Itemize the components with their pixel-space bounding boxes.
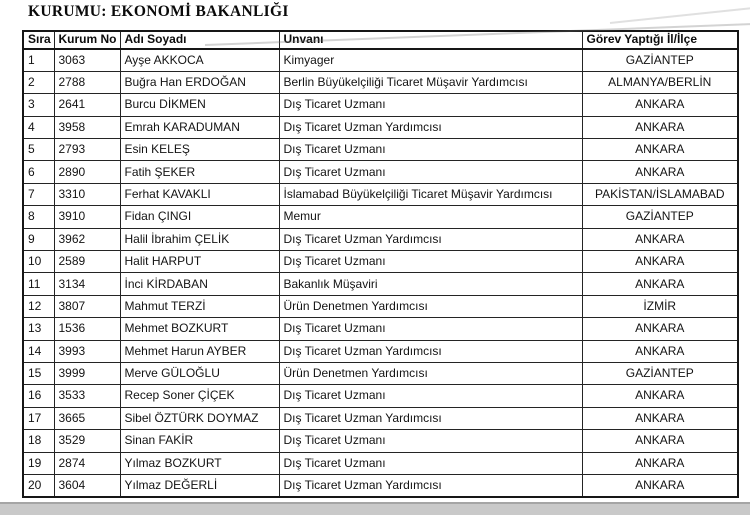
table-cell: Dış Ticaret Uzman Yardımcısı (279, 407, 582, 429)
table-cell: Sibel ÖZTÜRK DOYMAZ (120, 407, 279, 429)
table-row (23, 362, 738, 384)
table-cell: ANKARA (582, 474, 738, 496)
table-cell: ANKARA (582, 273, 738, 295)
table-cell: 3910 (54, 206, 120, 228)
table-row (23, 318, 738, 340)
table-row (23, 139, 738, 161)
table-row (23, 452, 738, 474)
table-row (23, 407, 738, 429)
table-cell: 11 (23, 273, 54, 295)
table-cell: Yılmaz DEĞERLİ (120, 474, 279, 496)
table-cell: GAZİANTEP (582, 362, 738, 384)
table-cell: 3993 (54, 340, 120, 362)
table-cell: Halit HARPUT (120, 251, 279, 273)
table-cell: 3958 (54, 116, 120, 138)
table-cell: Dış Ticaret Uzman Yardımcısı (279, 474, 582, 496)
table-cell: Burcu DİKMEN (120, 94, 279, 116)
table-cell: ANKARA (582, 385, 738, 407)
table-cell: 9 (23, 228, 54, 250)
table-cell: 3 (23, 94, 54, 116)
column-header: Unvanı (279, 31, 582, 49)
table-cell: Dış Ticaret Uzmanı (279, 161, 582, 183)
table-cell: Ayşe AKKOCA (120, 49, 279, 71)
table-cell: 3962 (54, 228, 120, 250)
table-row (23, 49, 738, 71)
table-cell: ANKARA (582, 228, 738, 250)
table-cell: Ferhat KAVAKLI (120, 183, 279, 205)
table-row (23, 228, 738, 250)
table-cell: Dış Ticaret Uzmanı (279, 385, 582, 407)
table-cell: 15 (23, 362, 54, 384)
table-cell: Esin KELEŞ (120, 139, 279, 161)
table-cell: ANKARA (582, 318, 738, 340)
table-cell: Dış Ticaret Uzmanı (279, 251, 582, 273)
table-cell: GAZİANTEP (582, 206, 738, 228)
table-cell: ANKARA (582, 430, 738, 452)
table-cell: Dış Ticaret Uzmanı (279, 94, 582, 116)
table-cell: ANKARA (582, 340, 738, 362)
table-cell: Fatih ŞEKER (120, 161, 279, 183)
table-row (23, 206, 738, 228)
column-header: Görev Yaptığı İl/İlçe (582, 31, 738, 49)
table-cell: 13 (23, 318, 54, 340)
table-cell: Berlin Büyükelçiliği Ticaret Müşavir Yardımcısı (279, 71, 582, 93)
table-cell: 18 (23, 430, 54, 452)
table-row (23, 71, 738, 93)
table-cell: 1 (23, 49, 54, 71)
table-cell: Recep Soner ÇİÇEK (120, 385, 279, 407)
table-cell: 5 (23, 139, 54, 161)
table-cell: İZMİR (582, 295, 738, 317)
table-cell: 2793 (54, 139, 120, 161)
table-cell: ANKARA (582, 161, 738, 183)
table-cell: Mehmet Harun AYBER (120, 340, 279, 362)
table-cell: 16 (23, 385, 54, 407)
table-cell: ANKARA (582, 94, 738, 116)
table-cell: Fidan ÇINGI (120, 206, 279, 228)
personnel-table (22, 30, 739, 498)
table-cell: Mehmet BOZKURT (120, 318, 279, 340)
table-cell: 3665 (54, 407, 120, 429)
table-cell: ANKARA (582, 139, 738, 161)
table-cell: Bakanlık Müşaviri (279, 273, 582, 295)
table-cell: 19 (23, 452, 54, 474)
table-cell: 10 (23, 251, 54, 273)
table-cell: Dış Ticaret Uzmanı (279, 139, 582, 161)
table-cell: 12 (23, 295, 54, 317)
table-row (23, 295, 738, 317)
table-cell: 2874 (54, 452, 120, 474)
table-cell: Dış Ticaret Uzman Yardımcısı (279, 340, 582, 362)
table-cell: ANKARA (582, 116, 738, 138)
table-cell: Dış Ticaret Uzman Yardımcısı (279, 116, 582, 138)
column-header: Sıra (23, 31, 54, 49)
table-row (23, 183, 738, 205)
table-row (23, 116, 738, 138)
table-cell: Dış Ticaret Uzmanı (279, 430, 582, 452)
table-cell: Buğra Han ERDOĞAN (120, 71, 279, 93)
table-cell: 3310 (54, 183, 120, 205)
table-cell: İnci KİRDABAN (120, 273, 279, 295)
table-cell: 3063 (54, 49, 120, 71)
table-cell: GAZİANTEP (582, 49, 738, 71)
table-cell: 14 (23, 340, 54, 362)
table-row (23, 385, 738, 407)
table-cell: Sinan FAKİR (120, 430, 279, 452)
table-cell: Kimyager (279, 49, 582, 71)
table-body (23, 49, 738, 497)
table-cell: 2589 (54, 251, 120, 273)
table-cell: Dış Ticaret Uzmanı (279, 318, 582, 340)
table-row (23, 273, 738, 295)
table-cell: ANKARA (582, 251, 738, 273)
table-cell: 2 (23, 71, 54, 93)
table-cell: 2890 (54, 161, 120, 183)
table-row (23, 474, 738, 496)
table-cell: 7 (23, 183, 54, 205)
table-cell: Memur (279, 206, 582, 228)
table-cell: ANKARA (582, 407, 738, 429)
table-cell: İslamabad Büyükelçiliği Ticaret Müşavir Yardımcısı (279, 183, 582, 205)
table-cell: Emrah KARADUMAN (120, 116, 279, 138)
table-cell: 4 (23, 116, 54, 138)
table-cell: 3604 (54, 474, 120, 496)
scan-artifact-line (610, 6, 750, 24)
table-cell: PAKİSTAN/İSLAMABAD (582, 183, 738, 205)
table-row (23, 340, 738, 362)
table-cell: ALMANYA/BERLİN (582, 71, 738, 93)
table-row (23, 251, 738, 273)
table-cell: 3134 (54, 273, 120, 295)
table-cell: Ürün Denetmen Yardımcısı (279, 295, 582, 317)
table-cell: Yılmaz BOZKURT (120, 452, 279, 474)
table-header-row (23, 31, 738, 49)
table-cell: Dış Ticaret Uzmanı (279, 452, 582, 474)
table-cell: 6 (23, 161, 54, 183)
table-cell: 17 (23, 407, 54, 429)
column-header: Kurum No (54, 31, 120, 49)
table-cell: 3999 (54, 362, 120, 384)
table-cell: Mahmut TERZİ (120, 295, 279, 317)
table-cell: Merve GÜLOĞLU (120, 362, 279, 384)
table-cell: ANKARA (582, 452, 738, 474)
table-cell: 2641 (54, 94, 120, 116)
table-row (23, 94, 738, 116)
table-cell: 2788 (54, 71, 120, 93)
page-title: KURUMU: EKONOMİ BAKANLIĞI (28, 3, 289, 20)
table-cell: 20 (23, 474, 54, 496)
table-cell: 3807 (54, 295, 120, 317)
table-row (23, 430, 738, 452)
table-row (23, 161, 738, 183)
table-cell: Ürün Denetmen Yardımcısı (279, 362, 582, 384)
scanner-edge-bar (0, 502, 750, 515)
table-cell: 1536 (54, 318, 120, 340)
table-cell: Halil İbrahim ÇELİK (120, 228, 279, 250)
column-header: Adı Soyadı (120, 31, 279, 49)
table-cell: Dış Ticaret Uzman Yardımcısı (279, 228, 582, 250)
table-cell: 3533 (54, 385, 120, 407)
table-cell: 3529 (54, 430, 120, 452)
table-cell: 8 (23, 206, 54, 228)
